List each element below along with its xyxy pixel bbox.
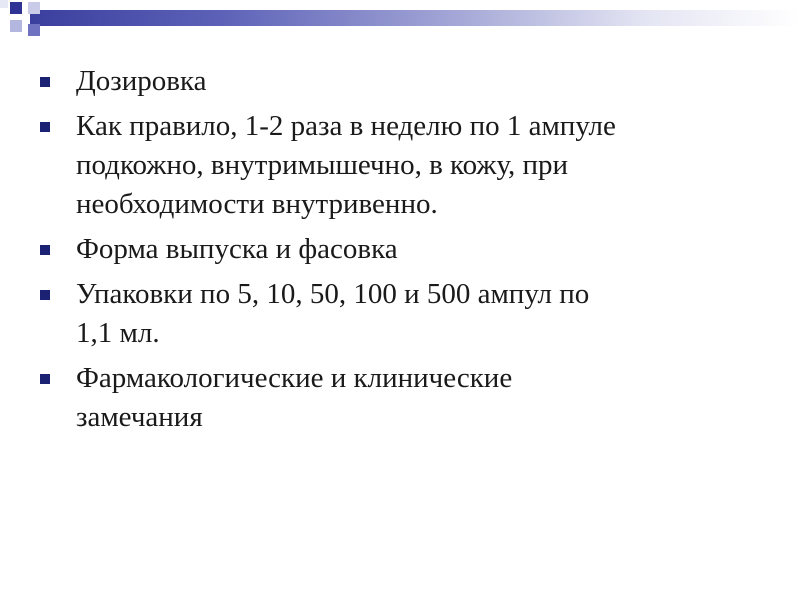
square-bullet-icon bbox=[40, 290, 50, 300]
header-gradient-band bbox=[30, 10, 800, 26]
bullet-text: Дозировка bbox=[76, 65, 207, 97]
bullet-text: Форма выпуска и фасовка bbox=[76, 233, 398, 265]
bullet-item-dosage bbox=[40, 62, 760, 101]
square-bullet-icon bbox=[40, 245, 50, 255]
bullet-list bbox=[40, 62, 760, 443]
decorative-square bbox=[10, 20, 22, 32]
bullet-item-administration bbox=[40, 107, 760, 224]
bullet-text: Упаковки по 5, 10, 50, 100 и 500 ампул по 1,1 мл. bbox=[76, 278, 590, 349]
decorative-square bbox=[28, 2, 40, 14]
decorative-square bbox=[10, 2, 22, 14]
decorative-square bbox=[28, 24, 40, 36]
bullet-item-packaging bbox=[40, 275, 760, 353]
square-bullet-icon bbox=[40, 122, 50, 132]
decorative-square bbox=[0, 0, 8, 8]
square-bullet-icon bbox=[40, 77, 50, 87]
bullet-item-pharmacological-notes bbox=[40, 359, 760, 437]
bullet-text: Фармакологические и клинические замечания bbox=[76, 362, 513, 433]
bullet-item-release-form bbox=[40, 230, 760, 269]
square-bullet-icon bbox=[40, 374, 50, 384]
bullet-text: Как правило, 1-2 раза в неделю по 1 ампуле подкожно, внутримышечно, в кожу, при необходимости внутривенно. bbox=[76, 110, 616, 220]
